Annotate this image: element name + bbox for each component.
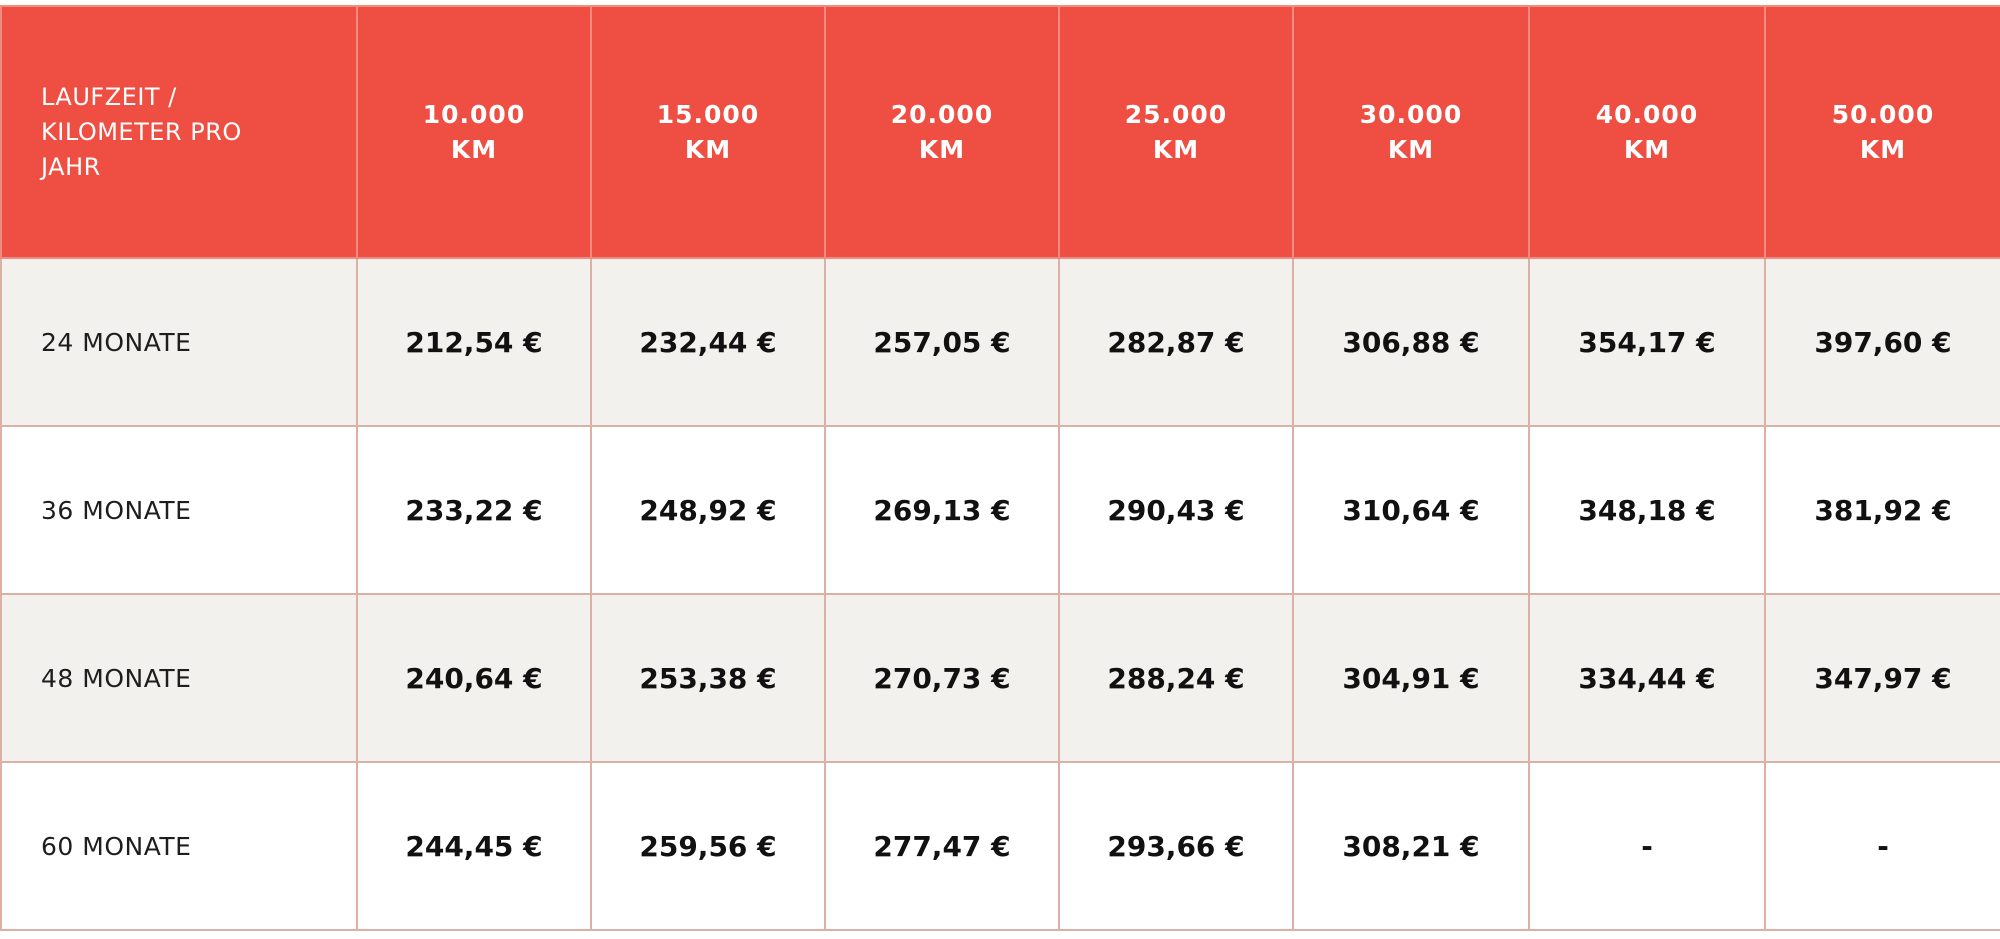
column-header-value: 20.000 xyxy=(890,100,994,129)
corner-label-line: KILOMETER PRO xyxy=(41,117,242,146)
price-cell: 270,73 € xyxy=(825,594,1059,762)
price-cell: 257,05 € xyxy=(825,258,1059,426)
price-cell: 269,13 € xyxy=(825,426,1059,594)
price-cell: 240,64 € xyxy=(357,594,591,762)
table-row-60-monate xyxy=(1,762,2000,930)
price-cell: 348,18 € xyxy=(1529,426,1765,594)
price-cell: 397,60 € xyxy=(1765,258,2000,426)
column-header-25000-km xyxy=(1059,6,1293,258)
price-cell: 308,21 € xyxy=(1293,762,1529,930)
column-header-value: 50.000 xyxy=(1831,100,1935,129)
price-cell: 277,47 € xyxy=(825,762,1059,930)
column-header-unit: KM xyxy=(1387,135,1435,164)
column-header-unit: KM xyxy=(1859,135,1907,164)
price-cell: 288,24 € xyxy=(1059,594,1293,762)
table-row-24-monate xyxy=(1,258,2000,426)
price-cell: 253,38 € xyxy=(591,594,825,762)
price-cell: 233,22 € xyxy=(357,426,591,594)
column-header-40000-km xyxy=(1529,6,1765,258)
price-cell: 334,44 € xyxy=(1529,594,1765,762)
table-row-48-monate xyxy=(1,594,2000,762)
price-cell: 293,66 € xyxy=(1059,762,1293,930)
column-header-unit: KM xyxy=(1623,135,1671,164)
price-cell: 290,43 € xyxy=(1059,426,1293,594)
corner-label-line: JAHR xyxy=(41,152,101,181)
price-cell: 304,91 € xyxy=(1293,594,1529,762)
column-header-unit: KM xyxy=(1152,135,1200,164)
row-label: 24 MONATE xyxy=(1,258,357,426)
price-cell: 259,56 € xyxy=(591,762,825,930)
header-row xyxy=(1,6,2000,258)
column-header-30000-km xyxy=(1293,6,1529,258)
price-cell: - xyxy=(1765,762,2000,930)
price-cell: - xyxy=(1529,762,1765,930)
column-header-unit: KM xyxy=(450,135,498,164)
price-cell: 244,45 € xyxy=(357,762,591,930)
price-cell: 354,17 € xyxy=(1529,258,1765,426)
column-header-10000-km xyxy=(357,6,591,258)
price-cell: 248,92 € xyxy=(591,426,825,594)
column-header-value: 40.000 xyxy=(1595,100,1699,129)
column-header-value: 25.000 xyxy=(1124,100,1228,129)
price-cell: 347,97 € xyxy=(1765,594,2000,762)
column-header-value: 30.000 xyxy=(1359,100,1463,129)
leasing-price-table xyxy=(0,5,2000,931)
price-cell: 381,92 € xyxy=(1765,426,2000,594)
leasing-price-table-container xyxy=(0,5,2000,931)
corner-header-cell xyxy=(1,6,357,258)
column-header-value: 10.000 xyxy=(422,100,526,129)
column-header-unit: KM xyxy=(684,135,732,164)
column-header-15000-km xyxy=(591,6,825,258)
price-cell: 282,87 € xyxy=(1059,258,1293,426)
price-cell: 310,64 € xyxy=(1293,426,1529,594)
price-cell: 212,54 € xyxy=(357,258,591,426)
table-row-36-monate xyxy=(1,426,2000,594)
row-label: 48 MONATE xyxy=(1,594,357,762)
price-cell: 306,88 € xyxy=(1293,258,1529,426)
column-header-value: 15.000 xyxy=(656,100,760,129)
corner-label-line: LAUFZEIT / xyxy=(41,82,177,111)
row-label: 60 MONATE xyxy=(1,762,357,930)
row-label: 36 MONATE xyxy=(1,426,357,594)
column-header-50000-km xyxy=(1765,6,2000,258)
column-header-20000-km xyxy=(825,6,1059,258)
column-header-unit: KM xyxy=(918,135,966,164)
price-cell: 232,44 € xyxy=(591,258,825,426)
